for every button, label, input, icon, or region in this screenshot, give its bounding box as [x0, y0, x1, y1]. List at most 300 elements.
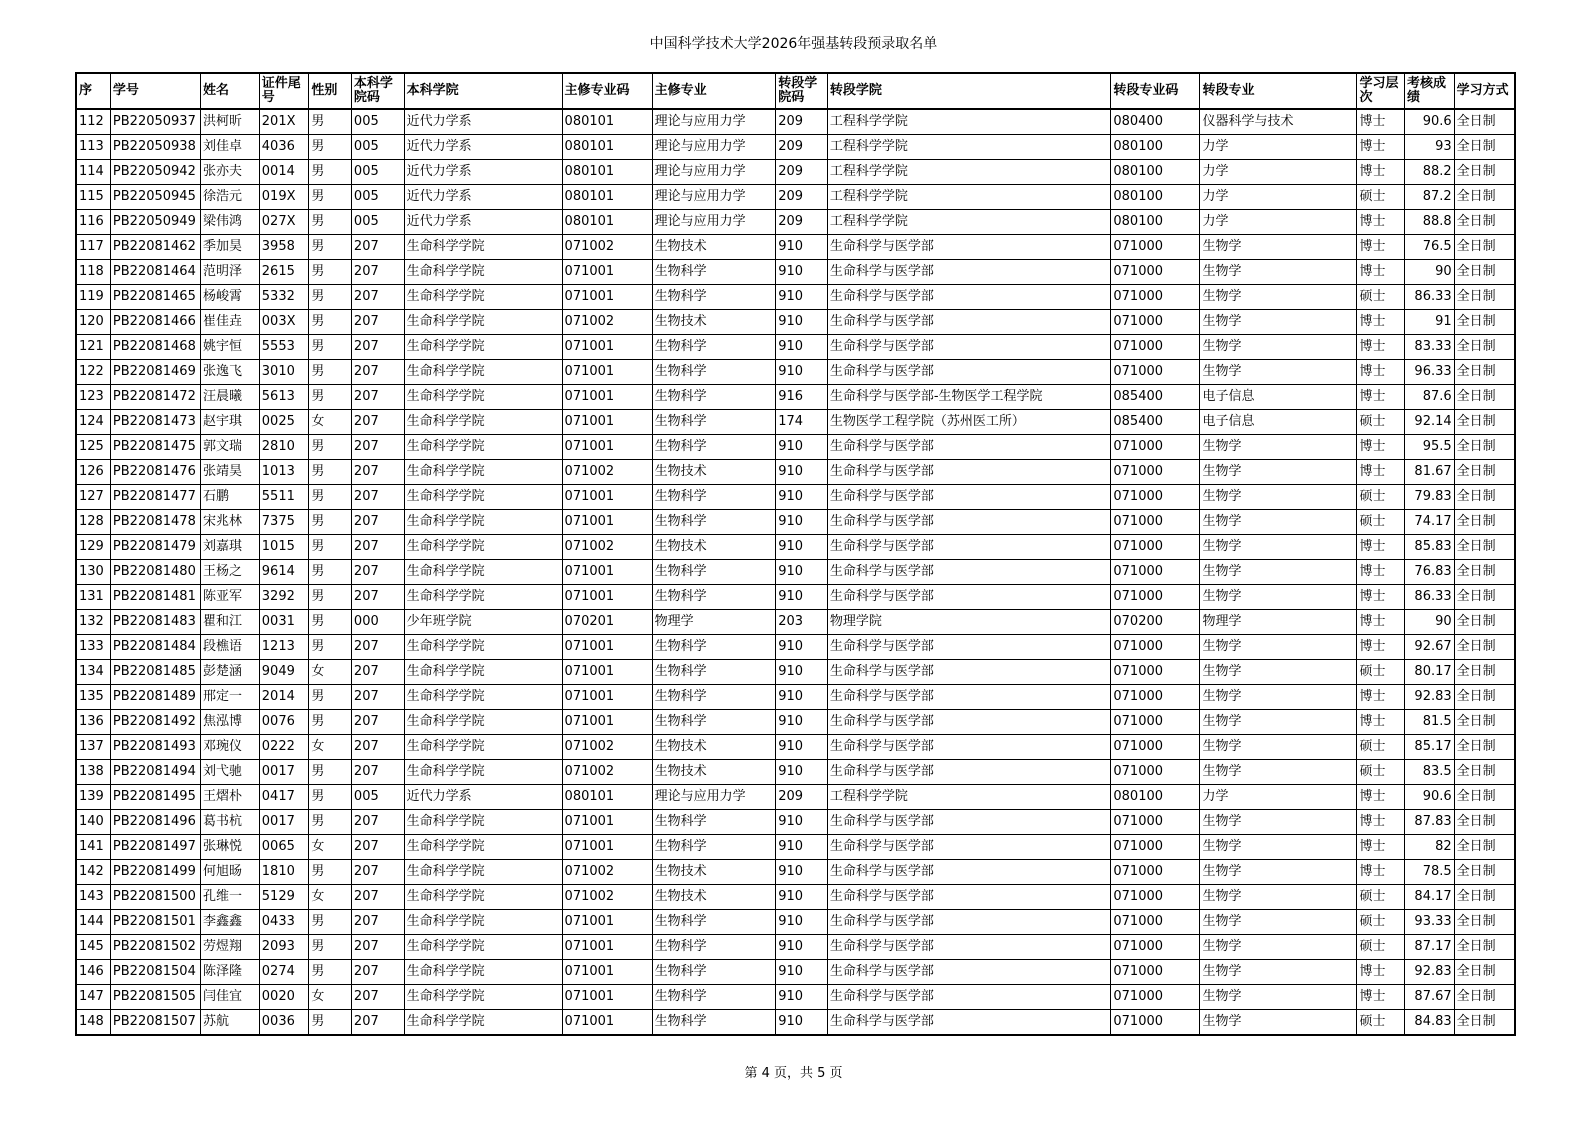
table-cell: 071000	[1111, 660, 1200, 685]
table-row	[76, 860, 1515, 885]
table-cell: 博士	[1357, 810, 1405, 835]
table-cell: 80.17	[1405, 660, 1455, 685]
table-cell: 博士	[1357, 535, 1405, 560]
table-cell: 071001	[562, 910, 652, 935]
table-cell: 生物科学	[652, 810, 776, 835]
table-row	[76, 410, 1515, 435]
column-header: 主修专业	[652, 73, 776, 109]
table-cell: 男	[309, 960, 352, 985]
table-cell: 闫佳宜	[201, 985, 260, 1010]
table-cell: 生命科学学院	[404, 735, 562, 760]
table-row	[76, 710, 1515, 735]
table-cell: 114	[76, 160, 110, 185]
table-cell: 87.67	[1405, 985, 1455, 1010]
table-cell: 128	[76, 510, 110, 535]
table-cell: 生物学	[1200, 635, 1357, 660]
table-cell: 207	[351, 685, 404, 710]
table-cell: 宋兆林	[201, 510, 260, 535]
table-cell: 男	[309, 310, 352, 335]
table-cell: 0417	[259, 785, 309, 810]
table-cell: 硕士	[1357, 735, 1405, 760]
table-cell: 男	[309, 510, 352, 535]
table-row	[76, 135, 1515, 160]
table-cell: 硕士	[1357, 485, 1405, 510]
table-cell: 1213	[259, 635, 309, 660]
table-cell: 生物科学	[652, 585, 776, 610]
column-header: 转段专业	[1200, 73, 1357, 109]
table-row	[76, 585, 1515, 610]
table-cell: 207	[351, 460, 404, 485]
table-cell: 910	[776, 885, 828, 910]
column-header: 转段学院码	[776, 73, 828, 109]
table-cell: 910	[776, 535, 828, 560]
table-cell: 男	[309, 160, 352, 185]
table-row	[76, 360, 1515, 385]
table-cell: 生物科学	[652, 635, 776, 660]
table-cell: 全日制	[1454, 435, 1515, 460]
table-cell: 005	[351, 109, 404, 135]
table-cell: 085400	[1111, 410, 1200, 435]
table-cell: 071000	[1111, 685, 1200, 710]
table-cell: 123	[76, 385, 110, 410]
table-cell: 女	[309, 660, 352, 685]
table-cell: 207	[351, 710, 404, 735]
table-cell: 7375	[259, 510, 309, 535]
column-header: 序	[76, 73, 110, 109]
table-cell: 080100	[1111, 160, 1200, 185]
table-row	[76, 985, 1515, 1010]
table-cell: 0017	[259, 810, 309, 835]
table-cell: PB22081495	[110, 785, 200, 810]
table-cell: 126	[76, 460, 110, 485]
table-cell: PB22081489	[110, 685, 200, 710]
table-cell: 118	[76, 260, 110, 285]
table-row	[76, 210, 1515, 235]
table-cell: 女	[309, 885, 352, 910]
table-cell: 物理学院	[827, 610, 1111, 635]
table-cell: 张琳悦	[201, 835, 260, 860]
table-cell: 207	[351, 510, 404, 535]
table-cell: 134	[76, 660, 110, 685]
table-cell: 74.17	[1405, 510, 1455, 535]
table-cell: 071001	[562, 285, 652, 310]
table-cell: 071001	[562, 960, 652, 985]
table-cell: 207	[351, 235, 404, 260]
table-cell: 生命科学与医学部	[827, 335, 1111, 360]
table-cell: 生物学	[1200, 585, 1357, 610]
table-cell: 080101	[562, 210, 652, 235]
table-cell: 136	[76, 710, 110, 735]
table-cell: 83.33	[1405, 335, 1455, 360]
table-cell: PB22081499	[110, 860, 200, 885]
table-row	[76, 160, 1515, 185]
table-cell: 910	[776, 935, 828, 960]
table-cell: 生命科学与医学部	[827, 810, 1111, 835]
table-cell: PB22081479	[110, 535, 200, 560]
table-cell: 92.83	[1405, 960, 1455, 985]
column-header: 本科学院	[404, 73, 562, 109]
table-cell: 近代力学系	[404, 185, 562, 210]
table-cell: 129	[76, 535, 110, 560]
table-cell: 王杨之	[201, 560, 260, 585]
table-cell: 男	[309, 610, 352, 635]
table-cell: 男	[309, 185, 352, 210]
table-cell: 071002	[562, 235, 652, 260]
table-cell: 生命科学与医学部	[827, 535, 1111, 560]
table-cell: 石鹏	[201, 485, 260, 510]
table-cell: 生命科学学院	[404, 385, 562, 410]
table-cell: 生命科学学院	[404, 885, 562, 910]
table-row	[76, 960, 1515, 985]
table-cell: 男	[309, 910, 352, 935]
table-cell: 0031	[259, 610, 309, 635]
table-cell: 男	[309, 285, 352, 310]
table-cell: PB22081494	[110, 760, 200, 785]
table-cell: 徐浩元	[201, 185, 260, 210]
table-cell: 000	[351, 610, 404, 635]
column-header: 性别	[309, 73, 352, 109]
table-cell: 生物科学	[652, 1010, 776, 1036]
table-cell: 910	[776, 510, 828, 535]
table-cell: 131	[76, 585, 110, 610]
table-cell: 生物技术	[652, 235, 776, 260]
table-cell: 力学	[1200, 160, 1357, 185]
table-cell: 78.5	[1405, 860, 1455, 885]
table-cell: 87.2	[1405, 185, 1455, 210]
table-cell: 93	[1405, 135, 1455, 160]
table-cell: 071001	[562, 435, 652, 460]
table-cell: 近代力学系	[404, 135, 562, 160]
table-cell: 男	[309, 710, 352, 735]
table-cell: 生命科学与医学部	[827, 635, 1111, 660]
table-cell: PB22081504	[110, 960, 200, 985]
table-cell: 博士	[1357, 460, 1405, 485]
table-cell: 近代力学系	[404, 109, 562, 135]
table-cell: 邢定一	[201, 685, 260, 710]
table-cell: 生物学	[1200, 310, 1357, 335]
table-cell: 生命科学学院	[404, 860, 562, 885]
table-cell: 910	[776, 660, 828, 685]
table-cell: 博士	[1357, 610, 1405, 635]
table-row	[76, 660, 1515, 685]
table-cell: PB22081500	[110, 885, 200, 910]
page-footer: 第 4 页，共 5 页	[744, 1066, 843, 1081]
table-cell: 207	[351, 885, 404, 910]
table-cell: 博士	[1357, 685, 1405, 710]
table-row	[76, 935, 1515, 960]
table-cell: 全日制	[1454, 885, 1515, 910]
table-cell: 博士	[1357, 960, 1405, 985]
table-cell: 130	[76, 560, 110, 585]
table-cell: 全日制	[1454, 185, 1515, 210]
table-cell: 5553	[259, 335, 309, 360]
table-cell: 生物科学	[652, 935, 776, 960]
table-cell: 生物技术	[652, 885, 776, 910]
table-cell: 全日制	[1454, 385, 1515, 410]
table-row	[76, 910, 1515, 935]
table-cell: 生物学	[1200, 360, 1357, 385]
table-cell: 硕士	[1357, 760, 1405, 785]
table-cell: 全日制	[1454, 960, 1515, 985]
table-cell: 全日制	[1454, 860, 1515, 885]
table-cell: 071000	[1111, 260, 1200, 285]
table-cell: PB22081481	[110, 585, 200, 610]
table-cell: 生命科学与医学部	[827, 460, 1111, 485]
table-cell: 男	[309, 335, 352, 360]
table-cell: 910	[776, 635, 828, 660]
table-cell: 全日制	[1454, 685, 1515, 710]
table-cell: 071002	[562, 310, 652, 335]
table-row	[76, 735, 1515, 760]
table-cell: 生物科学	[652, 285, 776, 310]
table-cell: 男	[309, 210, 352, 235]
table-cell: 全日制	[1454, 660, 1515, 685]
table-cell: 生命科学学院	[404, 985, 562, 1010]
table-cell: 全日制	[1454, 160, 1515, 185]
table-cell: 071001	[562, 360, 652, 385]
table-cell: 910	[776, 960, 828, 985]
table-cell: 5613	[259, 385, 309, 410]
table-cell: 071000	[1111, 510, 1200, 535]
table-cell: 90	[1405, 260, 1455, 285]
table-cell: 207	[351, 260, 404, 285]
table-cell: 生命科学与医学部	[827, 235, 1111, 260]
table-cell: 071000	[1111, 335, 1200, 360]
column-header: 本科学院码	[351, 73, 404, 109]
table-cell: 92.83	[1405, 685, 1455, 710]
table-cell: 5129	[259, 885, 309, 910]
table-cell: 080100	[1111, 135, 1200, 160]
table-cell: 071000	[1111, 635, 1200, 660]
table-cell: 硕士	[1357, 910, 1405, 935]
table-cell: 071000	[1111, 535, 1200, 560]
column-header: 考核成绩	[1405, 73, 1455, 109]
table-cell: 仪器科学与技术	[1200, 109, 1357, 135]
table-cell: 144	[76, 910, 110, 935]
table-cell: 焦泓博	[201, 710, 260, 735]
table-cell: 理论与应用力学	[652, 185, 776, 210]
table-cell: 121	[76, 335, 110, 360]
table-cell: PB22081505	[110, 985, 200, 1010]
table-cell: 0014	[259, 160, 309, 185]
table-cell: 生命科学学院	[404, 960, 562, 985]
table-cell: 生命科学学院	[404, 535, 562, 560]
table-cell: 138	[76, 760, 110, 785]
table-cell: 071000	[1111, 760, 1200, 785]
table-cell: 115	[76, 185, 110, 210]
table-cell: PB22050949	[110, 210, 200, 235]
table-cell: 少年班学院	[404, 610, 562, 635]
table-cell: 生物学	[1200, 885, 1357, 910]
table-cell: 080101	[562, 135, 652, 160]
table-row	[76, 310, 1515, 335]
table-cell: 9614	[259, 560, 309, 585]
table-cell: 0020	[259, 985, 309, 1010]
table-cell: 071001	[562, 260, 652, 285]
table-cell: 生物学	[1200, 485, 1357, 510]
table-cell: 生物技术	[652, 860, 776, 885]
table-cell: 207	[351, 535, 404, 560]
table-cell: 071001	[562, 985, 652, 1010]
table-cell: PB22081501	[110, 910, 200, 935]
table-cell: 全日制	[1454, 835, 1515, 860]
table-cell: 生物学	[1200, 335, 1357, 360]
table-cell: 071001	[562, 335, 652, 360]
table-cell: 全日制	[1454, 735, 1515, 760]
table-cell: 88.8	[1405, 210, 1455, 235]
table-cell: 生物科学	[652, 710, 776, 735]
table-cell: 071001	[562, 810, 652, 835]
table-cell: PB22081492	[110, 710, 200, 735]
table-cell: 071000	[1111, 435, 1200, 460]
table-cell: 理论与应用力学	[652, 109, 776, 135]
table-cell: 生物科学	[652, 360, 776, 385]
table-cell: 生命科学与医学部	[827, 760, 1111, 785]
table-cell: 理论与应用力学	[652, 785, 776, 810]
table-cell: PB22081472	[110, 385, 200, 410]
table-cell: 生物医学工程学院（苏州医工所）	[827, 410, 1111, 435]
table-cell: 071001	[562, 485, 652, 510]
table-cell: 博士	[1357, 360, 1405, 385]
table-cell: 071001	[562, 585, 652, 610]
table-cell: 209	[776, 210, 828, 235]
table-cell: 生命科学学院	[404, 560, 562, 585]
table-cell: 陈泽隆	[201, 960, 260, 985]
table-cell: 工程科学学院	[827, 109, 1111, 135]
table-cell: 209	[776, 785, 828, 810]
table-cell: 刘嘉琪	[201, 535, 260, 560]
table-cell: 博士	[1357, 310, 1405, 335]
table-cell: 理论与应用力学	[652, 210, 776, 235]
table-cell: 0222	[259, 735, 309, 760]
table-cell: 87.6	[1405, 385, 1455, 410]
table-cell: 0017	[259, 760, 309, 785]
table-row	[76, 1010, 1515, 1036]
table-row	[76, 185, 1515, 210]
table-cell: 生物技术	[652, 460, 776, 485]
table-cell: 910	[776, 435, 828, 460]
table-cell: 生命科学学院	[404, 810, 562, 835]
table-cell: 生物技术	[652, 535, 776, 560]
table-cell: 071000	[1111, 485, 1200, 510]
table-cell: 男	[309, 109, 352, 135]
table-cell: 3958	[259, 235, 309, 260]
table-cell: 071000	[1111, 835, 1200, 860]
table-cell: 87.17	[1405, 935, 1455, 960]
table-cell: 生命科学学院	[404, 310, 562, 335]
table-cell: 男	[309, 760, 352, 785]
table-cell: 1810	[259, 860, 309, 885]
table-cell: 207	[351, 335, 404, 360]
table-cell: 910	[776, 360, 828, 385]
table-cell: 生命科学学院	[404, 635, 562, 660]
table-body	[76, 109, 1515, 1035]
table-row	[76, 235, 1515, 260]
table-cell: 080100	[1111, 210, 1200, 235]
table-row	[76, 285, 1515, 310]
table-cell: 生物科学	[652, 960, 776, 985]
table-cell: 生物科学	[652, 560, 776, 585]
table-cell: 硕士	[1357, 510, 1405, 535]
table-cell: 147	[76, 985, 110, 1010]
table-row	[76, 810, 1515, 835]
table-cell: 207	[351, 385, 404, 410]
table-cell: 生命科学与医学部	[827, 710, 1111, 735]
table-cell: 1013	[259, 460, 309, 485]
table-cell: 博士	[1357, 710, 1405, 735]
table-cell: 910	[776, 285, 828, 310]
table-cell: PB22081475	[110, 435, 200, 460]
table-cell: 生物学	[1200, 560, 1357, 585]
table-cell: 90.6	[1405, 785, 1455, 810]
table-cell: 910	[776, 710, 828, 735]
table-cell: 博士	[1357, 135, 1405, 160]
table-cell: 电子信息	[1200, 410, 1357, 435]
table-cell: 生物技术	[652, 760, 776, 785]
table-cell: 李鑫鑫	[201, 910, 260, 935]
table-cell: 132	[76, 610, 110, 635]
table-cell: 071002	[562, 735, 652, 760]
table-cell: PB22050942	[110, 160, 200, 185]
table-cell: 硕士	[1357, 185, 1405, 210]
table-cell: 207	[351, 960, 404, 985]
table-cell: 博士	[1357, 235, 1405, 260]
table-cell: 女	[309, 410, 352, 435]
table-cell: 生命科学与医学部	[827, 310, 1111, 335]
table-cell: 刘佳卓	[201, 135, 260, 160]
table-cell: 生命科学学院	[404, 410, 562, 435]
table-cell: 男	[309, 435, 352, 460]
table-cell: 生命科学与医学部	[827, 485, 1111, 510]
table-cell: PB22081466	[110, 310, 200, 335]
table-cell: 力学	[1200, 185, 1357, 210]
table-cell: 生物学	[1200, 285, 1357, 310]
table-cell: 孔维一	[201, 885, 260, 910]
column-header: 学习方式	[1454, 73, 1515, 109]
table-cell: 男	[309, 135, 352, 160]
table-cell: 硕士	[1357, 1010, 1405, 1036]
table-cell: 全日制	[1454, 210, 1515, 235]
table-cell: 全日制	[1454, 360, 1515, 385]
table-cell: 207	[351, 910, 404, 935]
column-header: 姓名	[201, 73, 260, 109]
table-cell: 力学	[1200, 210, 1357, 235]
table-cell: 全日制	[1454, 485, 1515, 510]
table-cell: 杨峻霄	[201, 285, 260, 310]
column-header: 学习层次	[1357, 73, 1405, 109]
table-cell: 全日制	[1454, 585, 1515, 610]
table-cell: 生物学	[1200, 860, 1357, 885]
table-cell: 生物技术	[652, 735, 776, 760]
table-cell: 全日制	[1454, 310, 1515, 335]
column-header: 学号	[110, 73, 200, 109]
table-cell: 全日制	[1454, 460, 1515, 485]
table-cell: 071000	[1111, 985, 1200, 1010]
table-cell: 3292	[259, 585, 309, 610]
table-cell: 生物学	[1200, 660, 1357, 685]
table-cell: 2093	[259, 935, 309, 960]
table-cell: 生命科学学院	[404, 510, 562, 535]
table-cell: 207	[351, 410, 404, 435]
table-cell: 0036	[259, 1010, 309, 1036]
table-cell: 张逸飞	[201, 360, 260, 385]
table-cell: 男	[309, 235, 352, 260]
table-cell: 910	[776, 260, 828, 285]
table-cell: PB22081465	[110, 285, 200, 310]
table-cell: 全日制	[1454, 335, 1515, 360]
table-cell: 全日制	[1454, 510, 1515, 535]
table-cell: 全日制	[1454, 1010, 1515, 1036]
